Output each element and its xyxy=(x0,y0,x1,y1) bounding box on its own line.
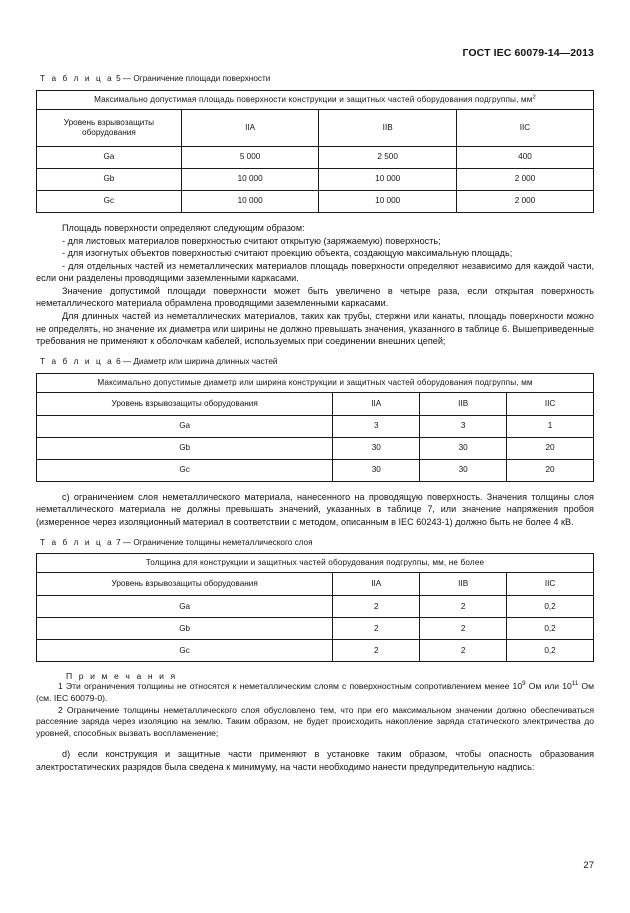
table5-r1-iia: 10 000 xyxy=(181,168,319,190)
page-number: 27 xyxy=(583,860,594,871)
table6-caption xyxy=(40,357,594,368)
paragraph-long-parts: Для длинных частей из неметаллических материалов, таких как трубы, стержни или канаты, площадь поверхности можно не определять, но значение их диаметра или ширины не должно превышать значения, указанного в таблице 6. Вышеприведенные требования не применяют к оболочкам кабелей, используемых при соединении внешних цепей; xyxy=(36,311,594,347)
table5-r2-iib: 10 000 xyxy=(319,190,457,212)
table-row xyxy=(37,459,594,481)
table-row xyxy=(37,415,594,437)
table6-r0-iic: 1 xyxy=(507,415,594,437)
table6-span-header-row xyxy=(37,373,594,392)
table5-r1-iib: 10 000 xyxy=(319,168,457,190)
table6-r2-level: Gc xyxy=(37,459,333,481)
table5-r0-iic: 400 xyxy=(456,146,593,168)
table7-r1-iia: 2 xyxy=(333,618,420,640)
paragraph-item-c: с) ограничением слоя неметаллического материала, нанесенного на проводящую поверхность. Значения толщины слоя неметаллического материала не должны превышать значений, указанных в таблице 7, или значение напряжения пробоя (измеренное через изоляционный материал в соответствии с методом, описанным в IEC 60243-1) должно быть не более 4 кВ. xyxy=(36,491,594,527)
table-7 xyxy=(36,553,594,662)
table7-caption-prefix: Т а б л и ц а xyxy=(40,537,114,547)
table5-caption xyxy=(40,74,594,85)
table5-r2-iia: 10 000 xyxy=(181,190,319,212)
table6-col-iib: IIB xyxy=(420,392,507,415)
table6-r2-iic: 20 xyxy=(507,459,594,481)
table5-r2-iic: 2 000 xyxy=(456,190,593,212)
table5-r2-level: Gc xyxy=(37,190,182,212)
table6-r1-iic: 20 xyxy=(507,437,594,459)
table7-caption-text: — Ограничение толщины неметаллического слоя xyxy=(122,537,313,547)
table7-r0-iia: 2 xyxy=(333,596,420,618)
table7-r1-iic: 0,2 xyxy=(507,618,594,640)
table-row xyxy=(37,640,594,662)
table5-col-iic: IIC xyxy=(456,109,593,146)
table7-r0-level: Ga xyxy=(37,596,333,618)
table5-column-header-row xyxy=(37,109,594,146)
table5-span-header-row xyxy=(37,90,594,109)
table7-col-level: Уровень взрывозащиты оборудования xyxy=(37,573,333,596)
table7-column-header-row xyxy=(37,573,594,596)
table5-caption-prefix: Т а б л и ц а xyxy=(40,74,114,83)
table5-span-header-sup: 2 xyxy=(532,93,536,100)
table7-col-iib: IIB xyxy=(420,573,507,596)
table6-r1-level: Gb xyxy=(37,437,333,459)
table5-r0-level: Ga xyxy=(37,146,182,168)
table7-col-iia: IIA xyxy=(333,573,420,596)
note-1-part-a: 1 Эти ограничения толщины не относятся к неметаллическим слоям с поверхностным сопротивлением менее 10 xyxy=(58,681,523,692)
table-6 xyxy=(36,373,594,482)
table-row xyxy=(37,437,594,459)
running-header: ГОСТ IEC 60079-14—2013 xyxy=(462,47,594,59)
table6-r1-iib: 30 xyxy=(420,437,507,459)
table6-r0-iib: 3 xyxy=(420,415,507,437)
body-block-3 xyxy=(36,748,594,773)
table-row xyxy=(37,618,594,640)
page-content xyxy=(36,74,594,774)
table7-r0-iib: 2 xyxy=(420,596,507,618)
note-1-sup-11: 11 xyxy=(571,680,579,688)
table6-r1-iia: 30 xyxy=(333,437,420,459)
table6-caption-prefix: Т а б л и ц а xyxy=(40,356,114,366)
table5-col-iib: IIB xyxy=(319,109,457,146)
note-1-part-b: Ом или 10 xyxy=(525,681,572,692)
table5-r1-iic: 2 000 xyxy=(456,168,593,190)
notes-block xyxy=(36,671,594,739)
notes-title-text: П р и м е ч а н и я xyxy=(66,671,178,682)
table5-caption-text: — Ограничение площади поверхности xyxy=(122,74,271,83)
table6-r2-iib: 30 xyxy=(420,459,507,481)
note-1 xyxy=(36,681,594,704)
note-1-sup-9: 9 xyxy=(522,680,526,688)
note-2: 2 Ограничение толщины неметаллического слоя обусловлено тем, что при его максимальном значении должно обеспечиваться рассеяние заряда через изоляцию на землю. Таким образом, не будет происходить накопление заряда статического электричества до уровней, способных вызвать воспламенение; xyxy=(36,704,594,738)
table7-caption xyxy=(40,538,594,549)
note-1-part-c: Ом (см. IEC 60079-0). xyxy=(36,681,594,704)
table6-span-header: Максимально допустимые диаметр или ширина конструкции и защитных частей оборудования подгруппы, мм xyxy=(37,373,594,392)
table5-span-header xyxy=(37,90,594,109)
table5-caption-number: 5 xyxy=(116,74,121,83)
body-block-2 xyxy=(36,491,594,529)
table6-caption-text: — Диаметр или ширина длинных частей xyxy=(122,356,278,366)
table-row xyxy=(37,168,594,190)
table6-col-iia: IIA xyxy=(333,392,420,415)
table-row xyxy=(37,190,594,212)
table7-r2-iic: 0,2 xyxy=(507,640,594,662)
paragraph-item-d: d) если конструкция и защитные части применяют в установке таким образом, чтобы опасность образования электростатических разрядов была сведена к минимуму, на части необходимо нанести предупредительную надпись: xyxy=(36,749,594,772)
table6-column-header-row xyxy=(37,392,594,415)
table5-r1-level: Gb xyxy=(37,168,182,190)
table6-r2-iia: 30 xyxy=(333,459,420,481)
paragraph-allowed-area: Значение допустимой площади поверхности может быть увеличено в четыре раза, если открытая поверхность неметаллического материала обрамлена проводящими заземленными каркасами. xyxy=(36,285,594,309)
table6-r0-iia: 3 xyxy=(333,415,420,437)
table6-caption-number: 6 xyxy=(116,356,121,366)
table5-span-header-text: Максимально допустимая площадь поверхности конструкции и защитных частей оборудования подгруппы, мм xyxy=(94,94,533,104)
table6-r0-level: Ga xyxy=(37,415,333,437)
paragraph-surface-intro: Площадь поверхности определяют следующим образом: xyxy=(62,222,305,233)
table7-caption-number: 7 xyxy=(116,537,121,547)
table7-r0-iic: 0,2 xyxy=(507,596,594,618)
table7-col-iic: IIC xyxy=(507,573,594,596)
notes-title xyxy=(36,671,594,681)
table5-col-level: Уровень взрывозащиты оборудования xyxy=(37,109,182,146)
table7-r1-level: Gb xyxy=(37,618,333,640)
table7-span-header: Толщина для конструкции и защитных частей оборудования подгруппы, мм, не более xyxy=(37,554,594,573)
paragraph-curved-objects: - для изогнутых объектов поверхностью считают проекцию объекта, создающую максимальную площадь; xyxy=(62,248,513,259)
table6-col-iic: IIC xyxy=(507,392,594,415)
table7-span-header-row xyxy=(37,554,594,573)
table7-r2-iia: 2 xyxy=(333,640,420,662)
paragraph-sheet-materials: - для листовых материалов поверхностью считают открытую (заряжаемую) поверхность; xyxy=(62,235,441,246)
table5-r0-iia: 5 000 xyxy=(181,146,319,168)
table-row xyxy=(37,596,594,618)
table5-r0-iib: 2 500 xyxy=(319,146,457,168)
paragraph-separate-parts: - для отдельных частей из неметаллических материалов площадь поверхности определяют независимо для каждой части, если они разделены проводящими заземленными каркасами. xyxy=(36,260,594,284)
table-5 xyxy=(36,90,594,213)
table5-col-iia: IIA xyxy=(181,109,319,146)
table7-r2-iib: 2 xyxy=(420,640,507,662)
table6-col-level: Уровень взрывозащиты оборудования xyxy=(37,392,333,415)
table7-r1-iib: 2 xyxy=(420,618,507,640)
body-block-1 xyxy=(36,222,594,348)
table7-r2-level: Gc xyxy=(37,640,333,662)
table-row xyxy=(37,146,594,168)
